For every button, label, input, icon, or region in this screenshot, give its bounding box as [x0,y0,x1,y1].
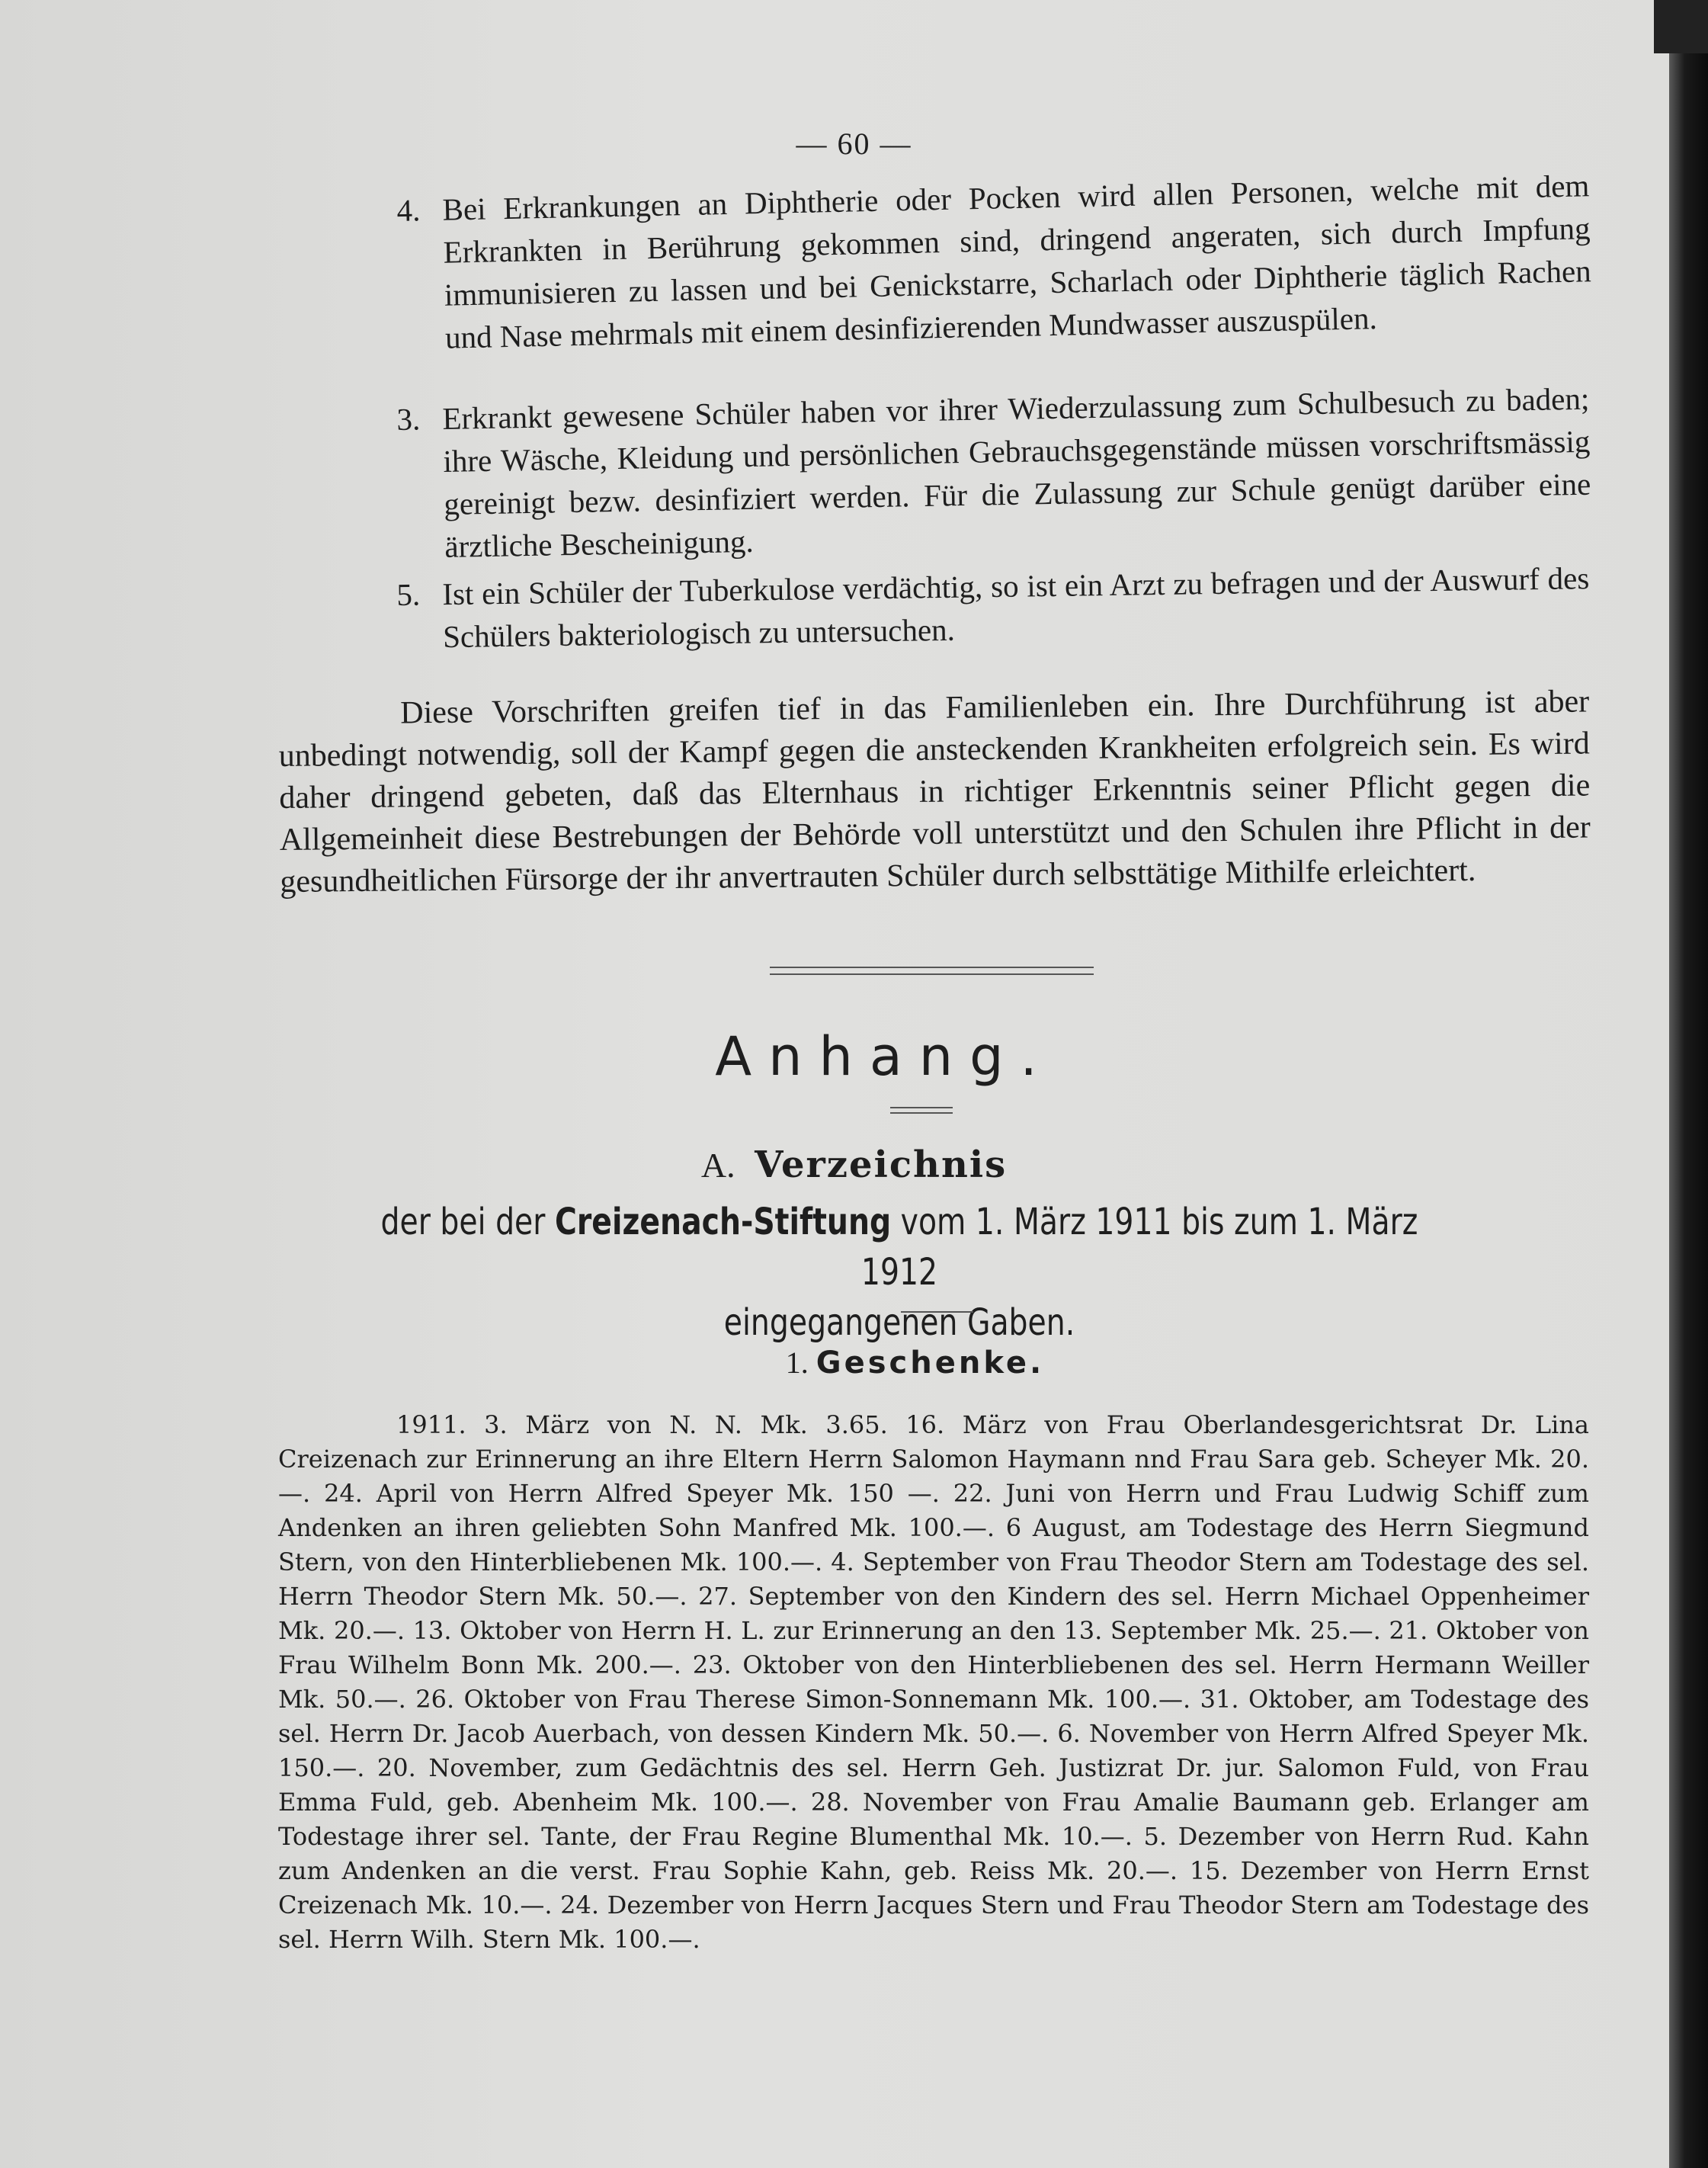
closing-paragraph: Diese Vorschriften greifen tief in das Familienleben ein. Ihre Durchführung ist aber unbedingt notwendig, soll der Kampf gegen die ansteckenden Krankheiten erfolgreich sein. Es wird daher dringend gebeten, daß das Elternhaus in richtiger Erkenntnis seiner Pflicht gegen die Allgemeinheit diese Bestrebungen der Behörde voll unterstützt und den Schulen ihre Pflicht in der gesundheitlichen Fürsorge der ihr anvertrauten Schüler durch selbsttätige Mithilfe erleichtert. [278,684,1591,900]
title-underline [890,1107,953,1114]
rule-item [396,556,1590,659]
subsection-number: 1. [785,1345,809,1380]
rule-item-number: 4. [396,192,421,228]
book-corner-shadow [1654,0,1708,53]
subtitle-foundation: Creizenach-Stiftung [554,1201,892,1243]
gifts-list: 1911. 3. März von N. N. Mk. 3.65. 16. März von Frau Oberlandesgerichtsrat Dr. Lina Creizenach zur Erinnerung an ihre Eltern Herrn Salomon Haymann nnd Frau Sara geb. Scheyer Mk. 20.—. 24. April von Herrn Alfred Speyer Mk. 150 —. 22. Juni von Herrn und Frau Ludwig Schiff zum Andenken an ihren geliebten Sohn Manfred Mk. 100.—. 6 August, am Todestage des Herrn Siegmund Stern, von den Hinterbliebenen Mk. 100.—. 4. September von Frau Theodor Stern am Todestage des sel. Herrn Theodor Stern Mk. 50.—. 27. September von den Kindern des sel. Herrn Michael Oppenheimer Mk. 20.—. 13. Oktober von Herrn H. L. zur Erinnerung an den 13. September Mk. 25.—. 21. Oktober von Frau Wilhelm Bonn Mk. 200.—. 23. Oktober von den Hinterbliebenen des sel. Herrn Hermann Weiller Mk. 50.—. 26. Oktober von Frau Therese Simon-Sonnemann Mk. 100.—. 31. Oktober, am Todestage des sel. Herrn Dr. Jacob Auerbach, von dessen Kindern Mk. 50.—. 6. November von Herrn Alfred Speyer Mk. 150.—. 20. November, zum Gedächtnis des sel. Herrn Geh. Justizrat Dr. jur. Salomon Fuld, von Frau Emma Fuld, geb. Abenheim Mk. 100.—. 28. November von Frau Amalie Baumann geb. Erlanger am Todestage ihrer sel. Tante, der Frau Regine Blumenthal Mk. 10.—. 5. Dezember von Herrn Rud. Kahn zum Andenken an die verst. Frau Sophie Kahn, geb. Reiss Mk. 20.—. 15. Dezember von Herrn Ernst Creizenach Mk. 10.—. 24. Dezember von Herrn Jacques Stern und Frau Theodor Stern am Todestage des sel. Herrn Wilh. Stern Mk. 100.—. [278,1410,1589,1954]
page-number: — 60 — [796,127,912,161]
section-letter: A. [700,1146,735,1185]
subsection-heading [0,1345,1708,1381]
subtitle-post: vom 1. März 1911 bis zum 1. März 1912 [860,1201,1418,1294]
rule-item [396,164,1592,360]
rule-item [396,377,1592,569]
section-subtitle [362,1197,1437,1348]
rule-item-number: 3. [396,401,421,437]
subtitle-line2: eingegangenen Gaben. [723,1301,1075,1344]
rule-item-text: Erkrankt gewesene Schüler haben vor ihrer Wiederzulassung zum Schulbesuch zu baden; ihre Wäsche, Kleidung und persönlichen Gebrauchsgegenstände müssen vorschriftsmässig gereinigt bezw. desinfiziert werden. Für die Zulassung zur Schule genügt darüber eine ärztliche Bescheinigung. [442,380,1591,564]
section-divider [770,967,1094,975]
rule-item-number: 5. [396,576,421,612]
subtitle-divider [901,1311,973,1313]
subsection-title: Geschenke. [816,1345,1045,1381]
section-heading [0,1143,1708,1186]
subtitle-pre: der bei der [380,1201,546,1243]
rule-item-text: Ist ein Schüler der Tuberkulose verdächtig, so ist ein Arzt zu befragen und der Auswurf des Schülers bakteriologisch zu untersuchen. [442,560,1590,655]
section-title: Verzeichnis [755,1143,1008,1186]
appendix-title: Anhang. [715,1025,1054,1088]
rule-item-text: Bei Erkrankungen an Diphtherie oder Pocken wird allen Personen, welche mit dem Erkrankten in Berührung gekommen sind, dringend angeraten, sich durch Impfung immunisieren zu lassen und bei Genickstarre, Scharlach oder Diphtherie täglich Rachen und Nase mehrmals mit einem desinfizierenden Mundwasser auszuspülen. [442,168,1592,355]
